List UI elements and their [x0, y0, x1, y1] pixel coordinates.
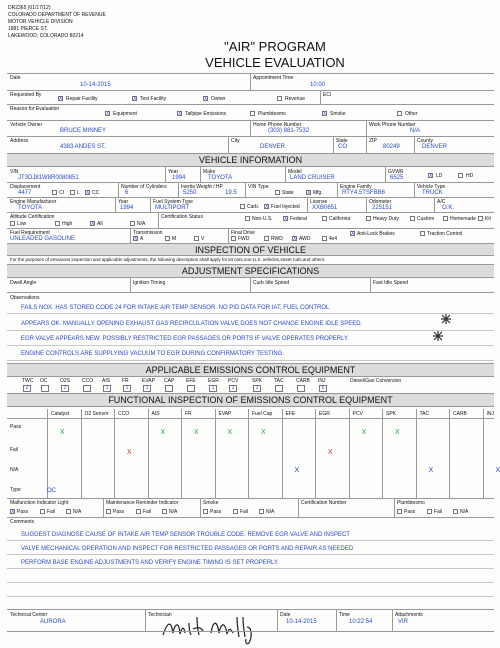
applicable-count-box[interactable]: 2: [23, 385, 31, 392]
applicable-count-box[interactable]: 6: [319, 385, 327, 392]
date-label: Date: [10, 75, 21, 81]
applicable-col-label: CAP: [164, 378, 175, 384]
applicable-col-label: INJ: [318, 378, 326, 384]
homemade-checkbox[interactable]: [443, 216, 448, 221]
applicable-count-box[interactable]: 1: [103, 385, 111, 392]
plumbtesmo-test-label: Plumbtesmo: [397, 500, 425, 506]
functional-col-label: O2 Sensor: [84, 411, 109, 417]
applicable-count-box[interactable]: 1: [143, 385, 151, 392]
heavy-duty-checkbox[interactable]: [366, 216, 371, 221]
functional-col-label: Catalyst: [51, 411, 70, 417]
functional-mark: X: [261, 429, 266, 436]
vin-state-label: State: [282, 190, 294, 196]
state-label: State: [336, 138, 348, 144]
vehicle-type-value: TRUCK: [422, 190, 443, 196]
all-checkbox[interactable]: X: [91, 221, 95, 227]
technical-center-value: AURORA: [40, 619, 66, 625]
high-label: High: [62, 221, 73, 227]
engine-family-label: Engine Family: [340, 184, 372, 190]
address-line2: LAKEWOOD, COLORADO 80214: [8, 33, 84, 39]
applicable-count-box[interactable]: [187, 385, 195, 392]
functional-col-label: INJ: [486, 411, 494, 417]
make-value: TOYOTA: [208, 175, 233, 181]
odometer-value: 225151: [372, 205, 393, 211]
mil-pass-checkbox[interactable]: X: [11, 509, 15, 515]
state-value: CO: [338, 144, 347, 150]
gvwr-label: GVWR: [388, 169, 404, 175]
smoke-pass-label: Pass: [210, 509, 222, 515]
hp-value: 19.5: [225, 190, 237, 196]
tailpipe-label: Tailpipe Emissions: [185, 111, 227, 117]
equipment-checkbox[interactable]: X: [106, 111, 110, 117]
plumb-pass-checkbox[interactable]: [397, 509, 402, 514]
custom-checkbox[interactable]: [410, 216, 415, 221]
city-value: DENVER: [260, 144, 286, 150]
cert-status-label: Certification Status: [161, 214, 203, 220]
footer-date-label: Date: [280, 612, 291, 618]
trans-v-checkbox[interactable]: [194, 236, 199, 241]
cylinders-value: 6: [125, 190, 129, 196]
mri-na-label: N/A: [169, 509, 178, 515]
plumb-na-checkbox[interactable]: [453, 509, 458, 514]
plumbtesmo-label: Plumbtesmo: [258, 111, 286, 117]
mil-fail-checkbox[interactable]: [40, 509, 45, 514]
work-phone-label: Work Phone Number: [369, 122, 416, 128]
footer-date-value: 10-14-2015: [286, 619, 317, 625]
vehicle-type-label: Vehicle Type: [417, 184, 446, 190]
functional-mark: X: [160, 429, 166, 436]
cylinders-label: Number of Cylinders: [121, 184, 167, 190]
tailpipe-checkbox[interactable]: X: [178, 111, 182, 117]
mil-label: Malfunction Indicator Light: [10, 500, 69, 506]
model-value: LAND CRUISER: [290, 175, 335, 181]
year-label: Year: [168, 169, 179, 175]
non-us-label: Non-U.S.: [252, 216, 273, 222]
mil-na-label: N/A: [73, 509, 82, 515]
gvwr-value: 6525: [390, 175, 404, 181]
mri-label: Maintenance Reminder Indicator: [106, 500, 179, 506]
applicable-count-box[interactable]: [275, 385, 283, 392]
smoke-test-label: Smoke: [203, 500, 219, 506]
applicable-col-label: EGR: [208, 378, 219, 384]
ci-label: CI: [59, 190, 64, 196]
model-label: Model: [288, 169, 302, 175]
applicable-count-box[interactable]: 1: [229, 385, 237, 392]
all-label: All: [97, 221, 103, 227]
mil-fail-label: Fail: [47, 509, 56, 515]
inertia-value: 5250: [183, 190, 197, 196]
mil-pass-label: Pass: [17, 509, 29, 515]
functional-row-label: Pass: [10, 424, 22, 430]
vehicle-info-heading: VEHICLE INFORMATION: [7, 153, 494, 167]
functional-mark: X: [495, 467, 500, 474]
date-value: 10-14-2015: [80, 82, 111, 88]
dwell-label: Dwell Angle: [10, 280, 37, 286]
plumbtesmo-checkbox[interactable]: [250, 111, 255, 116]
test-facility-label: Test Facility: [140, 96, 167, 102]
observation-line: ENGINE CONTROLS ARE SUPPLYING VACUUM TO EGR DURING CONFIRMATORY TESTING.: [21, 351, 285, 357]
applicable-col-label: CARB: [296, 378, 310, 384]
ci-checkbox[interactable]: [52, 190, 57, 195]
fuel-injected-label: Fuel Injected: [271, 204, 300, 210]
functional-mark: X: [395, 429, 400, 436]
functional-col-label: EFE: [285, 411, 296, 417]
transmission-label: Transmission: [133, 230, 163, 236]
owner-name-value: BRUCE MINNEY: [60, 128, 107, 134]
smoke-pass-checkbox[interactable]: [203, 509, 208, 514]
functional-row-label: Fail: [10, 447, 19, 453]
applicable-col-label: EFE: [186, 378, 196, 384]
high-checkbox[interactable]: [55, 221, 60, 226]
kit-label: Kit: [485, 216, 491, 222]
vin-value: JT3DJ81W8R0080851: [18, 175, 79, 181]
functional-mark: X: [127, 449, 132, 456]
cert-number-label: Certification Number: [301, 500, 347, 506]
comment-line: VALVE MECHANICAL OPERATION AND INSPECT FOR RESTRICTED PASSAGES OR PORTS AND REPAIR AS NEEDED.: [21, 546, 355, 552]
applicable-col-label: CCO: [82, 378, 94, 384]
low-label: Low: [17, 221, 27, 227]
address-value: 4383 ANDES ST.: [60, 144, 106, 150]
revenue-label: Revenue: [285, 96, 306, 102]
county-label: County: [417, 138, 433, 144]
asterisk-mark: [432, 330, 444, 342]
fwd-checkbox[interactable]: [231, 236, 236, 241]
attachments-value: VIR: [398, 619, 409, 625]
smoke-na-checkbox[interactable]: [259, 509, 264, 514]
final-drive-label: Final Drive: [231, 230, 255, 236]
footer-time-label: Time: [339, 612, 350, 618]
functional-heading: FUNCTIONAL INSPECTION OF EMISSIONS CONTROL EQUIPMENT: [7, 393, 494, 407]
mri-fail-checkbox[interactable]: [136, 509, 141, 514]
trans-a-label: A: [140, 236, 144, 242]
ignition-label: Ignition Timing: [133, 280, 166, 286]
traction-label: Traction Control: [427, 231, 463, 237]
license-value: XXB0651: [312, 205, 338, 211]
plumb-fail-checkbox[interactable]: [427, 509, 432, 514]
fuel-system-label: Fuel System Type: [153, 199, 193, 205]
plumb-fail-label: Fail: [434, 509, 443, 515]
plumb-na-label: N/A: [460, 509, 469, 515]
county-value: DENVER: [422, 144, 448, 150]
displacement-label: Displacement: [10, 184, 41, 190]
functional-col-label: CARB: [453, 411, 467, 417]
altitude-na-checkbox[interactable]: [130, 221, 135, 226]
heavy-duty-label: Heavy Duty: [373, 216, 399, 222]
work-phone-value: N/A: [410, 128, 421, 134]
vin-mfg-label: Mfg.: [313, 190, 323, 196]
applicable-count-box[interactable]: [41, 385, 49, 392]
awd-checkbox[interactable]: X: [293, 236, 297, 242]
functional-row-label: N/A: [10, 467, 19, 473]
appointment-label: Appointment Time: [253, 75, 294, 81]
custom-label: Custom: [417, 216, 435, 222]
zip-label: ZIP: [369, 138, 377, 144]
4x4-label: 4x4: [329, 236, 338, 242]
engine-year-value: 1994: [120, 205, 134, 211]
altitude-label: Altitude Certification: [10, 214, 55, 220]
applicable-count-box[interactable]: [165, 385, 173, 392]
traction-checkbox[interactable]: [420, 231, 425, 236]
functional-col-label: PCV: [352, 411, 363, 417]
year-value: 1994: [172, 175, 186, 181]
comments-label: Comments: [10, 519, 35, 525]
carb-checkbox[interactable]: [240, 204, 245, 209]
functional-mark: X: [227, 429, 233, 436]
ld-label: LD: [436, 173, 443, 179]
curb-idle-label: Curb Idle Speed: [253, 280, 290, 286]
hd-label: HD: [466, 173, 474, 179]
altitude-na-label: N/A: [137, 221, 146, 227]
inspection-heading: INSPECTION OF VEHICLE: [7, 243, 494, 256]
observation-line: FAILS NOX. HAS STORED CODE 24 FOR INTAKE AIR TEMP SENSOR. NO PID DATA FOR IAT. FUEL CONTROL: [21, 305, 330, 311]
applicable-col-label: EVAP: [142, 378, 155, 384]
engine-family-value: RTY4.5TSFBB6: [342, 190, 385, 196]
comment-line: PERFORM BASE ENGINE ADJUSTMENTS AND VERIFY ENGINE TIMING IS SET PROPERLY.: [21, 560, 279, 566]
inspection-note: For the purposes of emissions inspection and applicable adjustments, the following description shall apply for kit cars,non-U.S. vehicles,street rods,and others.: [10, 257, 326, 262]
vin-type-label: VIN Type: [248, 184, 269, 190]
attachments-label: Attachments: [395, 612, 423, 618]
smoke-fail-checkbox[interactable]: [233, 509, 238, 514]
applicable-count-box[interactable]: 1: [123, 385, 131, 392]
division: MOTOR VEHICLE DIVISION: [8, 19, 73, 25]
applicable-count-box[interactable]: 2: [61, 385, 69, 392]
requested-by-label: Requested By: [10, 92, 42, 98]
hd-checkbox[interactable]: [458, 173, 463, 178]
applicable-count-box[interactable]: [83, 385, 91, 392]
asterisk-mark: [440, 313, 452, 325]
test-facility-checkbox[interactable]: X: [133, 96, 137, 102]
technician-label: Technician: [148, 612, 172, 618]
odometer-label: Odometer: [369, 199, 392, 205]
other-checkbox[interactable]: [397, 111, 402, 116]
mri-na-checkbox[interactable]: [162, 509, 167, 514]
revenue-checkbox[interactable]: [277, 96, 282, 101]
california-checkbox[interactable]: [322, 216, 327, 221]
owner-checkbox[interactable]: X: [204, 96, 208, 102]
city-label: City: [231, 138, 240, 144]
department: COLORADO DEPARTMENT OF REVENUE: [8, 12, 106, 18]
ac-label: A/C: [437, 199, 446, 205]
applicable-count-box[interactable]: [297, 385, 305, 392]
owner-name-label: Vehicle Owner: [10, 122, 43, 128]
federal-label: Federal: [290, 216, 307, 222]
repair-facility-checkbox[interactable]: X: [59, 96, 63, 102]
eci-label: ECI: [323, 92, 332, 98]
observations-label: Observations: [10, 295, 40, 301]
plumb-pass-label: Pass: [404, 509, 416, 515]
form-subtitle: VEHICLE EVALUATION: [205, 55, 345, 70]
form-id: DR2365 (01/17/12): [8, 5, 51, 11]
cc-label: CC: [92, 190, 100, 196]
functional-type-value: OC: [47, 488, 56, 494]
equipment-label: Equipment: [113, 111, 137, 117]
applicable-count-box[interactable]: 1: [209, 385, 217, 392]
rwd-checkbox[interactable]: [264, 236, 269, 241]
awd-label: AWD: [299, 236, 311, 242]
inertia-label: Inertia Weight / HP: [181, 184, 223, 190]
smoke-fail-label: Fail: [240, 509, 249, 515]
trans-v-label: V: [201, 236, 205, 242]
vin-state-checkbox[interactable]: [275, 190, 280, 195]
mri-pass-checkbox[interactable]: [106, 509, 111, 514]
zip-value: 80249: [383, 144, 400, 150]
appointment-value: 10:00: [310, 82, 326, 88]
form-title: "AIR" PROGRAM: [224, 39, 326, 54]
cc-checkbox[interactable]: X: [86, 190, 90, 196]
functional-mark: X: [361, 429, 367, 436]
trans-a-checkbox[interactable]: X: [134, 236, 138, 242]
functional-col-label: EVAP: [218, 411, 232, 417]
functional-col-label: CCO: [118, 411, 130, 417]
applicable-col-label: OC: [40, 378, 48, 384]
functional-col-label: TAC: [419, 411, 430, 417]
license-label: License: [310, 199, 328, 205]
functional-mark: X: [60, 429, 65, 436]
fast-idle-label: Fast Idle Speed: [373, 280, 409, 286]
displacement-value: 4477: [18, 190, 32, 196]
applicable-col-label: PCV: [228, 378, 239, 384]
abs-label: Anti-Lock Brakes: [357, 231, 395, 237]
mil-na-checkbox[interactable]: [66, 509, 71, 514]
fuel-system-value: MULTIPORT: [155, 205, 190, 211]
other-label: Other: [405, 111, 418, 117]
applicable-col-label: FR: [122, 378, 129, 384]
functional-col-label: FR: [185, 411, 192, 417]
applicable-col-label: TWC: [22, 378, 34, 384]
functional-col-label: Fuel Cap: [252, 411, 273, 417]
smoke-na-label: N/A: [266, 509, 275, 515]
functional-col-label: EGR: [319, 411, 330, 417]
footer-time-value: 10:22:54: [349, 619, 373, 625]
applicable-count-box[interactable]: 1: [253, 385, 261, 392]
fwd-label: FWD: [238, 236, 250, 242]
functional-col-label: AIS: [151, 411, 160, 417]
trans-m-checkbox[interactable]: [165, 236, 170, 241]
kit-checkbox[interactable]: [478, 216, 483, 221]
vin-label: VIN: [10, 169, 19, 175]
adjustment-heading: ADJUSTMENT SPECIFICATIONS: [7, 264, 494, 278]
applicable-col-label: SPK: [252, 378, 263, 384]
rwd-label: RWD: [271, 236, 283, 242]
smoke-checkbox[interactable]: X: [323, 111, 327, 117]
mri-pass-label: Pass: [113, 509, 125, 515]
functional-mark: X: [428, 467, 434, 474]
vin-mfg-checkbox[interactable]: X: [307, 190, 311, 196]
functional-col-label: SPK: [386, 411, 397, 417]
observation-line: APPEARS OK. MANUALLY OPENING EXHAUST GAS RECIRCULATION VALVE DOES NOT CHANGE ENGINE IDLE SPEED.: [21, 321, 363, 327]
make-label: Make: [203, 169, 216, 175]
low-checkbox[interactable]: [10, 221, 15, 226]
reason-label: Reason for Evaluation: [10, 106, 60, 112]
abs-checkbox[interactable]: X: [351, 231, 355, 237]
applicable-col-label: AIS: [102, 378, 111, 384]
functional-mark: X: [294, 467, 300, 474]
functional-mark: X: [328, 449, 333, 456]
owner-label: Owner: [211, 96, 226, 102]
fuel-injected-checkbox[interactable]: X: [265, 204, 269, 210]
home-phone-label: Home Phone Number: [253, 122, 302, 128]
engine-mfr-label: Engine Manufacturer: [10, 199, 57, 205]
fuel-req-label: Fuel Requirement: [10, 230, 50, 236]
engine-mfr-value: TOYOTA: [18, 205, 43, 211]
federal-checkbox[interactable]: X: [284, 216, 288, 222]
functional-mark: X: [194, 429, 199, 436]
functional-row-label: Type: [10, 487, 21, 493]
comment-line: SUGGEST DIAGNOSE CAUSE OF INTAKE AIR TEMP SENSOR TROUBLE CODE. REMOVE EGR VALVE AND INSPECT: [21, 532, 350, 538]
applicable-col-label: Diesel/Gas Conversion: [350, 378, 402, 384]
repair-facility-label: Repair Facility: [66, 96, 98, 102]
l-label: L: [77, 190, 80, 196]
fuel-req-value: UNLEADED GASOLINE: [10, 236, 76, 242]
technician-signature: [153, 609, 263, 645]
smoke-label: Smoke: [330, 111, 346, 117]
trans-m-label: M: [172, 236, 177, 242]
applicable-col-label: O2S: [60, 378, 71, 384]
non-us-checkbox[interactable]: [245, 216, 250, 221]
address-line1: 1881 PIERCE ST.: [8, 26, 48, 32]
4x4-checkbox[interactable]: [322, 236, 327, 241]
mri-fail-label: Fail: [143, 509, 152, 515]
homemade-label: Homemade: [450, 216, 476, 222]
technical-center-label: Technical Center: [10, 612, 48, 618]
carb-label: Carb.: [247, 204, 260, 210]
california-label: California: [329, 216, 351, 222]
home-phone-value: (303) 881-7532: [268, 128, 310, 134]
engine-year-label: Year: [118, 199, 129, 205]
ld-checkbox[interactable]: X: [429, 173, 433, 179]
ac-value: O.K.: [442, 205, 455, 211]
applicable-col-label: TAC: [274, 378, 284, 384]
l-checkbox[interactable]: [70, 190, 75, 195]
address-label: Address: [10, 138, 29, 144]
applicable-heading: APPLICABLE EMISSIONS CONTROL EQUIPMENT: [7, 363, 494, 377]
observation-line: EGR VALVE APPEARS NEW. POSSIBLY RESTRICTED EGR PASSAGES OR PORTS IF VALVE OPERATES PROPERLY.: [21, 336, 349, 342]
